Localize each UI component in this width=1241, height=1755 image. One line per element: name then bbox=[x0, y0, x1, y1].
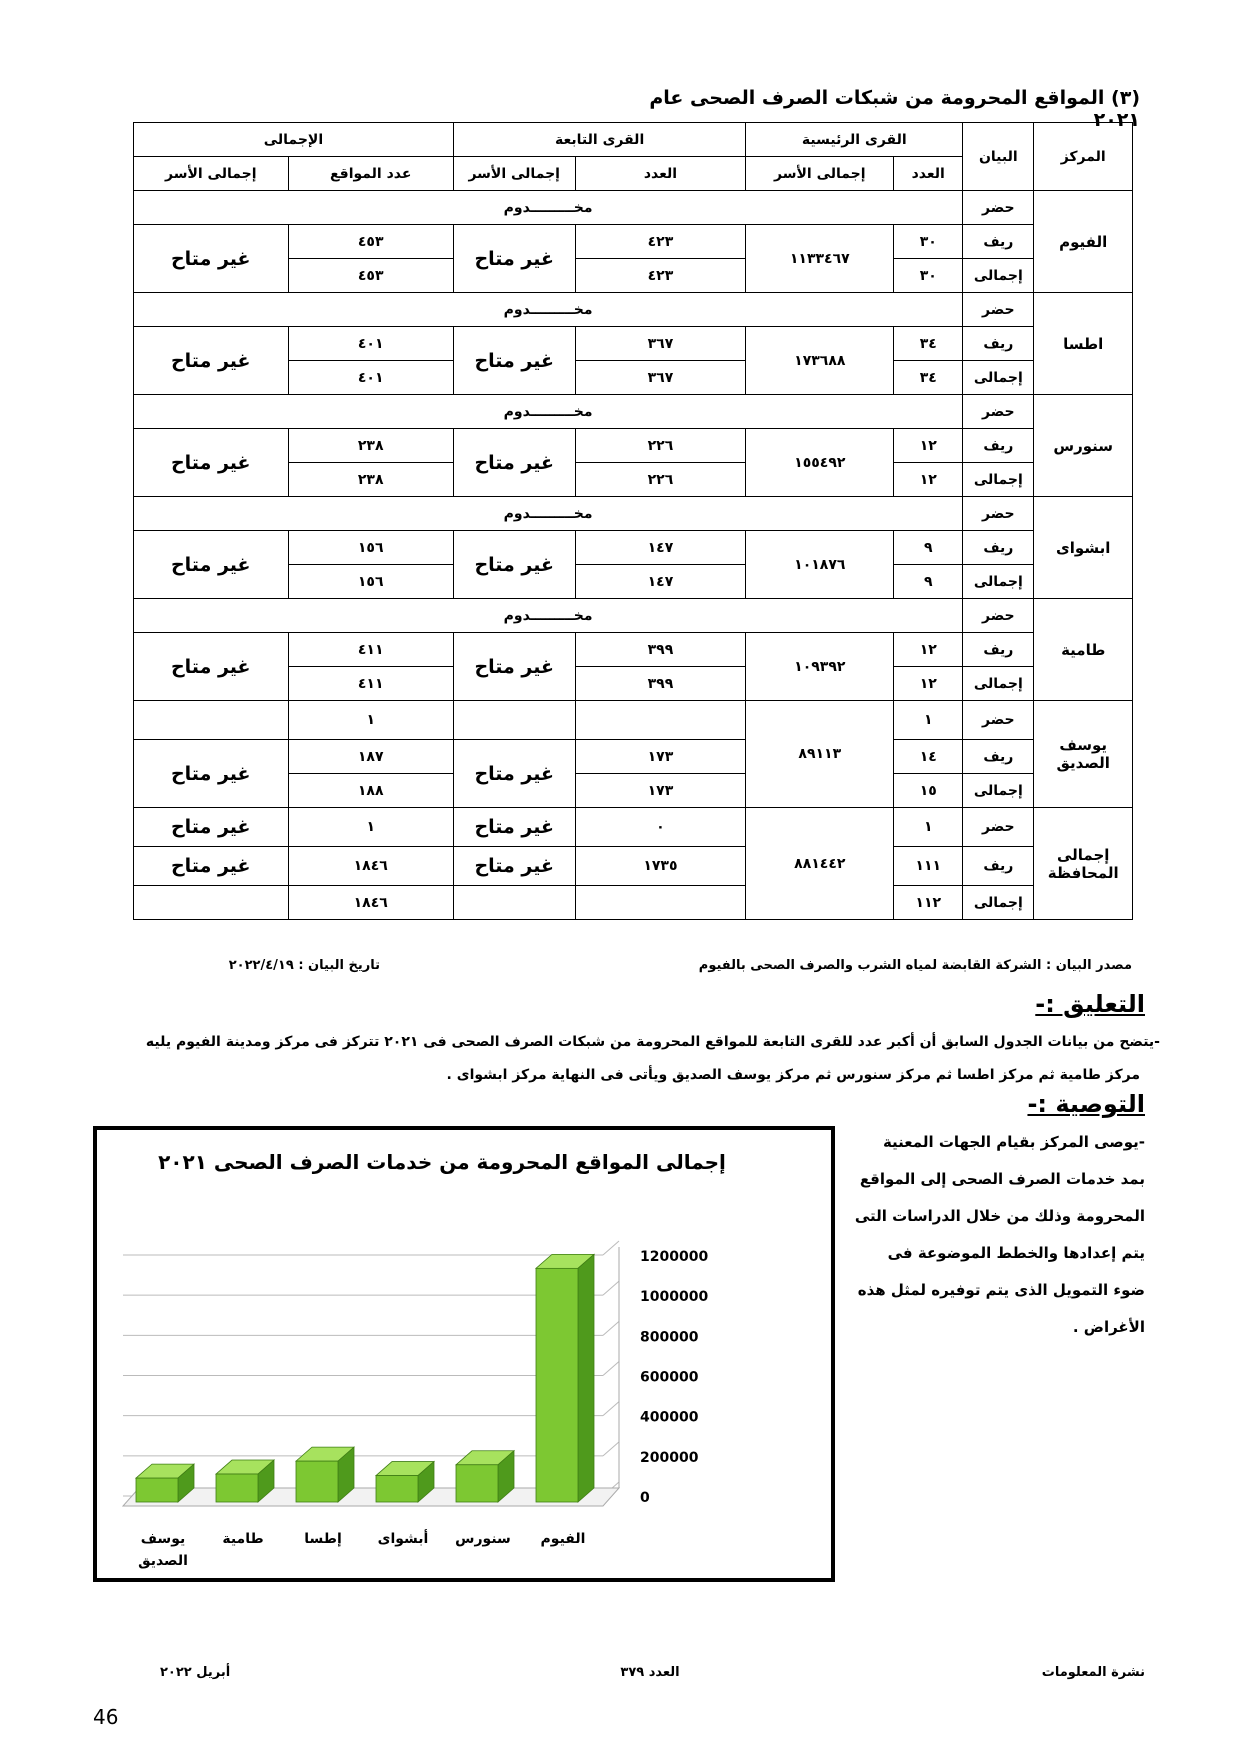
served-cell: مخـــــــــدوم bbox=[134, 395, 963, 429]
cell: ١ bbox=[894, 808, 963, 847]
cell bbox=[453, 886, 575, 920]
y-tick-label: 0 bbox=[640, 1490, 650, 1506]
cell: ١ bbox=[288, 701, 453, 740]
cell bbox=[575, 701, 746, 740]
row-label-rural: ريف bbox=[963, 327, 1034, 361]
center-name: ابشواى bbox=[1034, 497, 1133, 599]
row-label-total: إجمالى bbox=[963, 565, 1034, 599]
cell: ١٨٤٦ bbox=[288, 847, 453, 886]
x-tick-label: سنورس bbox=[455, 1531, 511, 1547]
date-note: تاريخ البيان : ٢٠٢٢/٤/١٩ bbox=[228, 958, 380, 973]
cell: ٤٢٣ bbox=[575, 225, 746, 259]
cell: ٤٠١ bbox=[288, 361, 453, 395]
cell: ١١٢ bbox=[894, 886, 963, 920]
y-tick-label: 600000 bbox=[640, 1369, 699, 1386]
cell: ٠ bbox=[575, 808, 746, 847]
header-total: الإجمالى bbox=[134, 123, 454, 157]
center-name: يوسف الصديق bbox=[1034, 701, 1133, 808]
x-tick-label: طامية bbox=[222, 1531, 264, 1547]
table-title: (٣) المواقع المحرومة من شبكات الصرف الصحى عام ٢٠٢١ bbox=[649, 87, 1140, 131]
row-label-rural: ريف bbox=[963, 633, 1034, 667]
row-label-rural: ريف bbox=[963, 531, 1034, 565]
cell: ٤١١ bbox=[288, 667, 453, 701]
x-tick-label: إطسا bbox=[304, 1531, 342, 1547]
recommendation-line: -يوصى المركز بقيام الجهات المعنية bbox=[882, 1133, 1145, 1151]
na-cell: غير متاح bbox=[453, 808, 575, 847]
na-cell: غير متاح bbox=[453, 847, 575, 886]
cell: ١٧٣ bbox=[575, 740, 746, 774]
y-tick-label: 200000 bbox=[640, 1449, 699, 1466]
footer-date: أبريل ٢٠٢٢ bbox=[160, 1665, 231, 1680]
row-label-rural: ريف bbox=[963, 847, 1034, 886]
na-cell: غير متاح bbox=[134, 531, 289, 599]
row-label-urban: حضر bbox=[963, 395, 1034, 429]
recommendation-line: الأغراض . bbox=[1072, 1318, 1145, 1336]
comment-heading: التعليق :- bbox=[1035, 990, 1145, 1018]
cell: ٩ bbox=[894, 565, 963, 599]
recommendation-text bbox=[840, 1124, 1145, 1346]
cell: ١٨٨ bbox=[288, 774, 453, 808]
header-sites-count: عدد المواقع bbox=[288, 157, 453, 191]
page-number: 46 bbox=[93, 1705, 119, 1729]
header-main-villages: القرى الرئيسية bbox=[746, 123, 963, 157]
row-label-urban: حضر bbox=[963, 191, 1034, 225]
cell: ٣٠ bbox=[894, 225, 963, 259]
source-note: مصدر البيان : الشركة القابضة لمياه الشرب والصرف الصحى بالفيوم bbox=[698, 958, 1132, 973]
recommendation-line: المحرومة وذلك من خلال الدراسات التى bbox=[854, 1207, 1145, 1225]
cell: ٣٤ bbox=[894, 327, 963, 361]
cell: ١ bbox=[894, 701, 963, 740]
row-label-urban: حضر bbox=[963, 808, 1034, 847]
header-total-families: إجمالى الأسر bbox=[746, 157, 894, 191]
na-cell: غير متاح bbox=[134, 740, 289, 808]
gridline-side bbox=[603, 1402, 619, 1416]
cell: ٨٩١١٣ bbox=[746, 701, 894, 808]
cell: ١٢ bbox=[894, 633, 963, 667]
y-tick-label: 1200000 bbox=[640, 1249, 709, 1265]
recommendation-line: بمد خدمات الصرف الصحى إلى المواقع bbox=[859, 1170, 1145, 1188]
na-cell: غير متاح bbox=[453, 531, 575, 599]
recommendation-line: ضوء التمويل الذى يتم توفيره لمثل هذه bbox=[857, 1281, 1145, 1299]
row-label-urban: حضر bbox=[963, 497, 1034, 531]
cell: ٣٠ bbox=[894, 259, 963, 293]
cell: ١ bbox=[288, 808, 453, 847]
cell: ٤١١ bbox=[288, 633, 453, 667]
x-tick-label: أبشواى bbox=[377, 1531, 429, 1547]
cell: ١١٣٣٤٦٧ bbox=[746, 225, 894, 293]
x-tick-label: الصديق bbox=[138, 1553, 188, 1569]
cell: ٨٨١٤٤٢ bbox=[746, 808, 894, 920]
cell: ٤٥٣ bbox=[288, 259, 453, 293]
header-sub-villages: القرى التابعة bbox=[453, 123, 745, 157]
bar bbox=[296, 1461, 338, 1502]
served-cell: مخـــــــــدوم bbox=[134, 599, 963, 633]
cell: ١٨٧ bbox=[288, 740, 453, 774]
na-cell: غير متاح bbox=[134, 808, 289, 847]
na-cell: غير متاح bbox=[134, 225, 289, 293]
center-name: طامية bbox=[1034, 599, 1133, 701]
cell: ٤٠١ bbox=[288, 327, 453, 361]
cell: ١٢ bbox=[894, 463, 963, 497]
cell: ١٤٧ bbox=[575, 565, 746, 599]
bar bbox=[536, 1268, 578, 1502]
cell: ٢٣٨ bbox=[288, 463, 453, 497]
x-tick-label: يوسف bbox=[140, 1531, 186, 1547]
row-label-total: إجمالى bbox=[963, 667, 1034, 701]
comment-line-1: -يتضح من بيانات الجدول السابق أن أكبر عدد للقرى التابعة للمواقع المحرومة من شبكات الصرف الصحى فى ٢٠٢١ تتركز فى مركز ومدينة الفيوم يليه bbox=[145, 1034, 1160, 1050]
cell: ٢٢٦ bbox=[575, 463, 746, 497]
na-cell: غير متاح bbox=[453, 429, 575, 497]
cell: ٤٢٣ bbox=[575, 259, 746, 293]
row-label-rural: ريف bbox=[963, 740, 1034, 774]
bar bbox=[456, 1465, 498, 1502]
served-cell: مخـــــــــدوم bbox=[134, 497, 963, 531]
gridline-side bbox=[603, 1321, 619, 1335]
served-cell: مخـــــــــدوم bbox=[134, 293, 963, 327]
sanitation-table bbox=[133, 122, 1133, 920]
cell: ١٢ bbox=[894, 667, 963, 701]
cell: ٣٦٧ bbox=[575, 327, 746, 361]
comment-line-2: مركز طامية ثم مركز اطسا ثم مركز سنورس ثم مركز يوسف الصديق ويأتى فى النهاية مركز ابشواى . bbox=[446, 1067, 1140, 1083]
cell: ١٥٥٤٩٢ bbox=[746, 429, 894, 497]
na-cell: غير متاح bbox=[453, 327, 575, 395]
cell: ٣٩٩ bbox=[575, 667, 746, 701]
header-count: العدد bbox=[575, 157, 746, 191]
header-count: العدد bbox=[894, 157, 963, 191]
na-cell: غير متاح bbox=[453, 740, 575, 808]
row-label-total: إجمالى bbox=[963, 361, 1034, 395]
na-cell: غير متاح bbox=[134, 847, 289, 886]
na-cell: غير متاح bbox=[453, 633, 575, 701]
y-tick-label: 400000 bbox=[640, 1409, 699, 1426]
row-label-total: إجمالى bbox=[963, 463, 1034, 497]
header-center: المركز bbox=[1034, 123, 1133, 191]
cell: ١٠٩٣٩٢ bbox=[746, 633, 894, 701]
header-total-families: إجمالى الأسر bbox=[453, 157, 575, 191]
cell: ٣٩٩ bbox=[575, 633, 746, 667]
y-tick-label: 1000000 bbox=[640, 1289, 709, 1306]
bar-side bbox=[578, 1254, 594, 1502]
cell: ١٥٦ bbox=[288, 531, 453, 565]
header-total-families: إجمالى الأسر bbox=[134, 157, 289, 191]
na-cell: غير متاح bbox=[134, 633, 289, 701]
gridline-side bbox=[603, 1362, 619, 1376]
y-tick-label: 800000 bbox=[640, 1329, 699, 1346]
cell: ٤٥٣ bbox=[288, 225, 453, 259]
cell: ٣٦٧ bbox=[575, 361, 746, 395]
na-cell: غير متاح bbox=[453, 225, 575, 293]
recommendation-heading: التوصية :- bbox=[1027, 1090, 1145, 1118]
row-label-urban: حضر bbox=[963, 293, 1034, 327]
cell: ١٧٣٥ bbox=[575, 847, 746, 886]
cell: ٣٤ bbox=[894, 361, 963, 395]
footer-publication: نشرة المعلومات bbox=[1041, 1665, 1145, 1680]
cell: ١٤ bbox=[894, 740, 963, 774]
cell: ١٥ bbox=[894, 774, 963, 808]
row-label-urban: حضر bbox=[963, 599, 1034, 633]
cell: ١٤٧ bbox=[575, 531, 746, 565]
bar bbox=[376, 1476, 418, 1502]
cell bbox=[453, 701, 575, 740]
cell: ٩ bbox=[894, 531, 963, 565]
center-name: اطسا bbox=[1034, 293, 1133, 395]
chart-title: إجمالى المواقع المحرومة من خدمات الصرف الصحى ٢٠٢١ bbox=[158, 1150, 726, 1174]
center-name: سنورس bbox=[1034, 395, 1133, 497]
footer-issue: العدد ٣٧٩ bbox=[620, 1665, 680, 1680]
x-tick-label: الفيوم bbox=[540, 1531, 586, 1547]
cell: ١٢ bbox=[894, 429, 963, 463]
center-name: إجمالى المحافظة bbox=[1034, 808, 1133, 920]
chart-frame bbox=[93, 1126, 835, 1582]
cell: ١١١ bbox=[894, 847, 963, 886]
row-label-total: إجمالى bbox=[963, 774, 1034, 808]
row-label-rural: ريف bbox=[963, 225, 1034, 259]
row-label-urban: حضر bbox=[963, 701, 1034, 740]
header-statement: البيان bbox=[963, 123, 1034, 191]
served-cell: مخـــــــــدوم bbox=[134, 191, 963, 225]
bar bbox=[136, 1478, 178, 1502]
na-cell: غير متاح bbox=[134, 429, 289, 497]
bar bbox=[216, 1474, 258, 1502]
gridline-side bbox=[603, 1281, 619, 1295]
gridline-side bbox=[603, 1241, 619, 1255]
cell bbox=[134, 886, 289, 920]
center-name: الفيوم bbox=[1034, 191, 1133, 293]
row-label-total: إجمالى bbox=[963, 886, 1034, 920]
gridline-side bbox=[603, 1442, 619, 1456]
row-label-total: إجمالى bbox=[963, 259, 1034, 293]
cell bbox=[575, 886, 746, 920]
cell: ٢٣٨ bbox=[288, 429, 453, 463]
cell: ١٨٤٦ bbox=[288, 886, 453, 920]
cell: ١٠١٨٧٦ bbox=[746, 531, 894, 599]
cell: ١٧٣ bbox=[575, 774, 746, 808]
cell: ١٥٦ bbox=[288, 565, 453, 599]
row-label-rural: ريف bbox=[963, 429, 1034, 463]
na-cell: غير متاح bbox=[134, 327, 289, 395]
cell bbox=[134, 701, 289, 740]
bar-chart bbox=[97, 1130, 831, 1578]
cell: ٢٢٦ bbox=[575, 429, 746, 463]
cell: ١٧٣٦٨٨ bbox=[746, 327, 894, 395]
recommendation-line: يتم إعدادها والخطط الموضوعة فى bbox=[887, 1244, 1145, 1262]
